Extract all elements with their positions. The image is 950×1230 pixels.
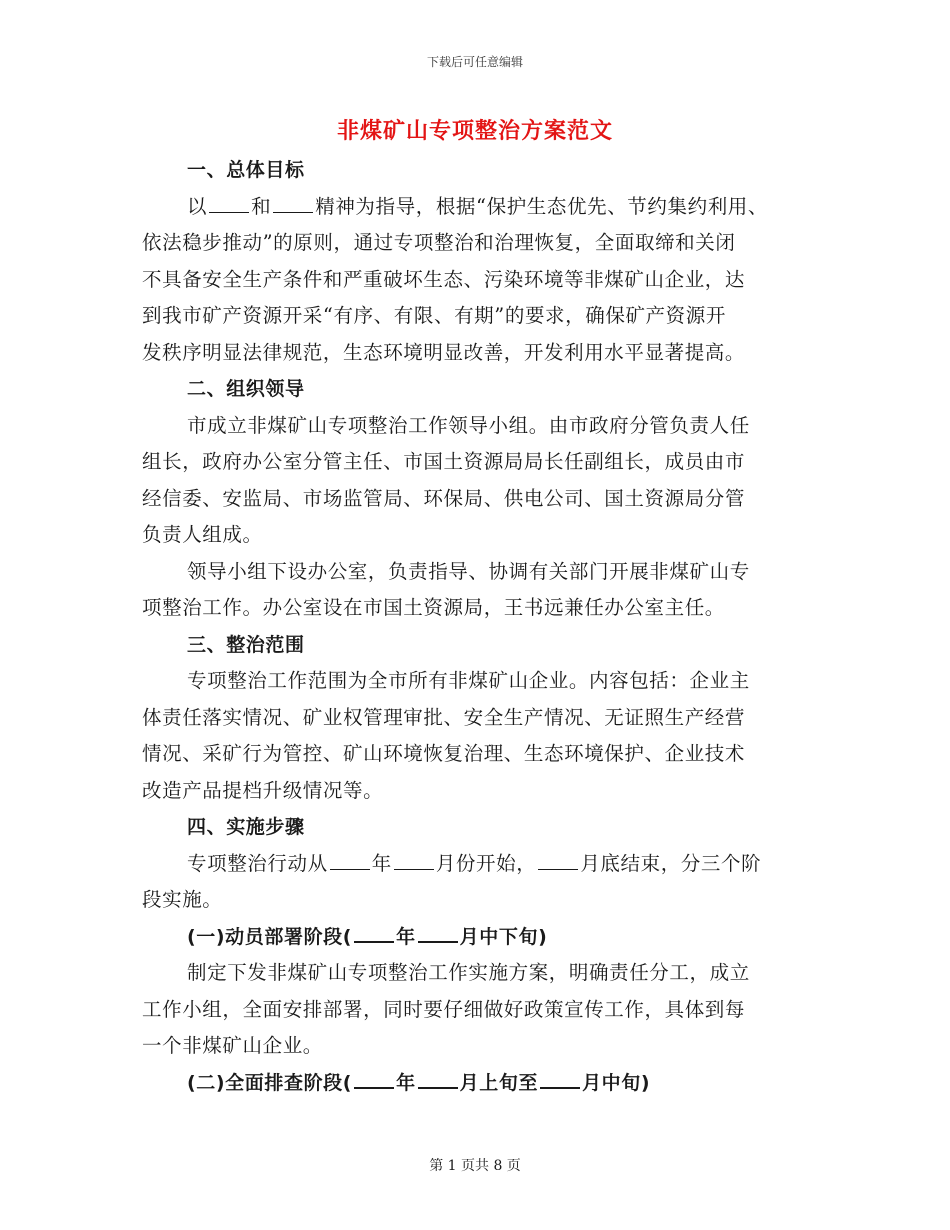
paragraph-line [142, 189, 814, 226]
paragraph-line: 专项整治工作范围为全市所有非煤矿山企业。内容包括：企业主 [187, 669, 750, 692]
text-run: 月底结束，分三个阶 [580, 851, 762, 875]
text-run: 月上旬至 [459, 1071, 539, 1094]
paragraph-line: 改造产品提档升级情况等。 [142, 778, 384, 802]
fill-blank [273, 191, 313, 213]
text-run: 年 [396, 925, 416, 948]
paragraph-line: 发秩序明显法律规范，生态环境明显改善，开发利用水平显著提高。 [142, 340, 746, 364]
text-run: 精神为指导，根据“保护生态优先、节约集约利用、 [315, 194, 768, 218]
document-title: 非煤矿山专项整治方案范文 [336, 118, 613, 144]
text-run: 月中旬) [582, 1071, 651, 1094]
text-run: 年 [371, 851, 392, 875]
paragraph-line: 体责任落实情况、矿业权管理审批、安全生产情况、无证照生产经营 [142, 705, 746, 729]
text-run: 月份开始， [435, 851, 537, 875]
fill-blank [330, 848, 370, 870]
section-heading-3: 三、整治范围 [187, 633, 305, 656]
paragraph-line: 依法稳步推动”的原则，通过专项整治和治理恢复，全面取缔和关闭 [142, 231, 736, 254]
subsection-heading-1 [142, 919, 814, 956]
fill-blank [418, 921, 458, 943]
fill-blank [354, 921, 394, 943]
page-header: 下载后可任意编辑 [426, 55, 523, 69]
fill-blank [418, 1067, 458, 1089]
paragraph-line: 负责人组成。 [142, 523, 263, 546]
section-heading-2: 二、组织领导 [187, 378, 305, 400]
paragraph-line: 到我市矿产资源开采“有序、有限、有期”的要求，确保矿产资源开 [142, 304, 726, 327]
fill-blank [540, 1067, 580, 1089]
section-heading-1: 一、总体目标 [187, 159, 305, 181]
subsection-heading-2 [142, 1065, 814, 1102]
paragraph-line: 段实施。 [142, 888, 223, 911]
text-run: 年 [396, 1071, 416, 1094]
paragraph-line: 不具备安全生产条件和严重破坏生态、污染环境等非煤矿山企业，达 [142, 267, 746, 291]
paragraph-line: 领导小组下设办公室，负责指导、协调有关部门开展非煤矿山专 [187, 559, 750, 583]
page-footer: 第 1 页共 8 页 [429, 1158, 521, 1174]
text-run: 和 [251, 194, 272, 218]
document-body [142, 152, 814, 1101]
fill-blank [394, 848, 434, 870]
fill-blank [538, 848, 578, 870]
paragraph-line [142, 846, 814, 883]
text-run: 月中下旬) [459, 925, 548, 948]
paragraph-line: 工作小组，全面安排部署，同时要仔细做好政策宣传工作，具体到每 [142, 997, 746, 1021]
fill-blank [209, 191, 249, 213]
text-run: 以 [187, 194, 208, 218]
paragraph-line: 情况、采矿行为管控、矿山环境恢复治理、生态环境保护、企业技术 [142, 742, 746, 765]
paragraph-line: 市成立非煤矿山专项整治工作领导小组。由市政府分管负责人任 [187, 413, 750, 437]
paragraph-line: 经信委、安监局、市场监管局、环保局、供电公司、国土资源局分管 [142, 486, 746, 510]
paragraph-line: 组长，政府办公室分管主任、市国土资源局局长任副组长，成员由市 [142, 450, 746, 473]
text-run: (一)动员部署阶段( [187, 925, 353, 948]
text-run: 专项整治行动从 [187, 851, 328, 875]
paragraph-line: 一个非煤矿山企业。 [142, 1034, 323, 1057]
text-run: (二)全面排查阶段( [187, 1071, 353, 1094]
paragraph-line: 制定下发非煤矿山专项整治工作实施方案，明确责任分工，成立 [187, 961, 750, 984]
section-heading-4: 四、实施步骤 [187, 816, 305, 838]
paragraph-line: 项整治工作。办公室设在市国土资源局，王书远兼任办公室主任。 [142, 596, 725, 619]
fill-blank [354, 1067, 394, 1089]
